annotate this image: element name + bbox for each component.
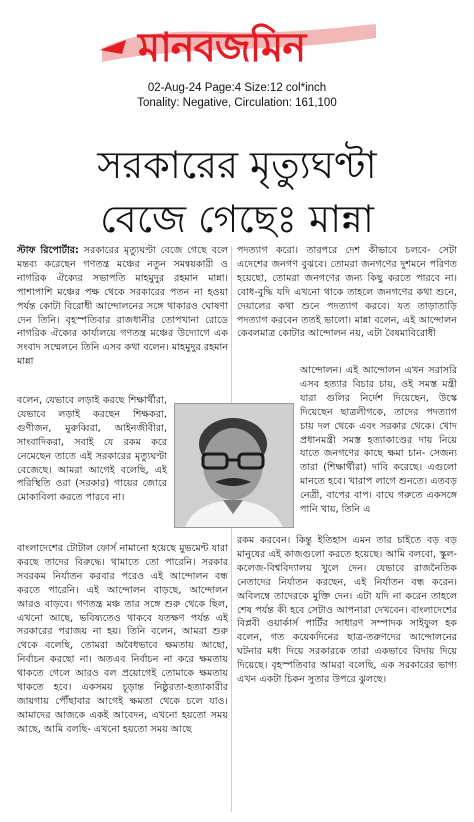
article-text-right-bottom: রকম করবেন। কিন্তু ইতিহাস এমন তার চাইতে বড় বড় মানুষের এই কাজগুলো করতে হয়েছে। আমি বলবো, স্কুল-কলেজ-বিশ্ববিদ্যালয় খুলে দেন। যেভাবে রাজনৈতিক নেতাদের নির্যাতন করছেন, এই নির্যাতন বন্ধ করেন। অবিলম্বে তাদেরকে মুক্তি দেন। এটা যদি না করেন তাহলে শেষ পর্যন্ত কী হবে সেটাও আপনারা দেখবেন। বাংলাদেশের বিপ্লবী ওয়ার্কার্স পার্টির সাধারণ সম্পাদক সাইফুল হক বলেন, গত কয়েকদিনের ছাত্র-তরুণদের আন্দোলনের ঘটনার মধ্য দিয়ে সরকারকে তারা একভাবে বিদায় দিয়ে দিয়েছে। বৃহস্পতিবার আমরা বলেছি, এক সরকারের ভাগ্য এখন একটা চিকন সুতার উপরে ঝুলছে। xyxy=(237,535,457,686)
logo-text: মানবজমিন xyxy=(138,24,306,71)
article-column-right-top xyxy=(237,244,457,364)
person-portrait-icon xyxy=(175,404,293,527)
article-text-left-wrap: বলেন, যেভাবে লড়াই করছে শিক্ষার্থীরা, যেভাবে লড়াই করছেন শিক্ষকরা, গুণীজন, মুরুব্বিরা, আইনজীবীরা, সাংবাদিকরা, সবাই যে রকম করে নেমেছেন তাতে এই সরকারের মৃত্যুঘণ্টা বেজেছে। আমরা আগেই বলেছি, এই পরিস্থিতি ওরা (সরকার) গায়ের জোরে মোকাবিলা করতে পারবে না। xyxy=(17,395,167,504)
headline-line1: সরকারের মৃত্যুঘণ্টা xyxy=(97,143,377,187)
masthead-logo xyxy=(100,4,380,76)
article-column-left-wrap xyxy=(17,394,167,542)
article-column-left-top xyxy=(17,244,228,394)
byline: স্টাফ রিপোর্টার: xyxy=(17,245,79,256)
article-column-left-bottom xyxy=(17,542,228,812)
headline-line2: বেজে গেছেঃ মান্না xyxy=(100,197,374,241)
article-text-left-bottom: বাংলাদেশের টোটাল ফোর্স নামানো হয়েছে মুভমেন্ট যারা করছে তাদের বিরুদ্ধে। থামাতে তো পারেনি। সরকার সবরকম নির্যাতন করবার পরেও এই আন্দোলন বন্ধ করতে পারেনি। এই আন্দোলন বাড়ছে, আন্দোলন আরও বাড়বে। গণতন্ত্র মঞ্চ তার সঙ্গে শুরু থেকে ছিল, এখনো আছে, ভবিষ্যতেও থাকবে যতক্ষণ পর্যন্ত এই সরকারের পরাজয় না হয়। তিনি বলেন, আমরা শুরু থেকে বলেছি, তোমরা অবৈধভাবে ক্ষমতায় আছো, নির্বাচন করছো না। অতএব নির্বাচন না করে ক্ষমতায় থাকতে গেলে আরও বল প্রয়োগেই তোমাকে ক্ষমতায় থাকতে হবে। একসময় চূড়ান্ত নিষ্ঠুরতা-হত্যাকারীর জায়গায় পৌঁছাবার আগেই ক্ষমতা থেকে চলে যাও। আমাদের আজকে একই আবেদন, এখনো হয়তো সময় আছে, আমি বলছি- এখনো হয়তো সময় আছে xyxy=(17,543,228,735)
clip-meta-line1: 02-Aug-24 Page:4 Size:12 col*inch xyxy=(147,82,327,94)
article-text-right-top: পদত্যাগ করো। তারপরে দেশ কীভাবে চলবে- সেটা এদেশের জনগণ বুঝবে। তোমরা জনগণের দুশমনে পরিণত হয়েছো, তোমরা জনগণের জন্য কিছু করতে পারবে না। বোধ-বুদ্ধি যদি এখনো থাকে তাহলে জনগণের কথা শুনে, দেয়ালের কথা শুনে পদত্যাগ করবে। যত তাড়াতাড়ি পদত্যাগ করবেন ততই ভালো। মান্না বলেন, এই আন্দোলন কেবলমাত্র কোটার আন্দোলন নয়, এটা বৈষম্যবিরোধী xyxy=(237,245,457,340)
article-column-right-bottom xyxy=(237,534,457,812)
column-divider xyxy=(231,246,232,812)
article-text-left-top: সরকারের মৃত্যুঘণ্টা বেজে গেছে বলে মন্তব্য করেছেন গণতন্ত্র মঞ্চের নতুন সমন্বয়কারী ও নাগরিক ঐক্যের সভাপতি মাহমুদুর রহমান মান্না। পাশাপাশি মঞ্চের পক্ষ থেকে সরকারের পতন না হওয়া পর্যন্ত কোটা বিরোধী আন্দোলনের সঙ্গে থাকারও ঘোষণা দেন তিনি। বৃহস্পতিবার রাজধানীর তোপখানা রোডে নাগরিক ঐক্যের কার্যালয়ে গণতন্ত্র মঞ্চের উদ্যোগে এক সংবাদ সম্মেলনে তিনি এসব কথা বলেন। মাহমুদুর রহমান মান্না xyxy=(17,245,228,368)
clip-meta-line2: Tonality: Negative, Circulation: 161,100 xyxy=(137,97,337,109)
article-column-right-wrap xyxy=(300,364,457,534)
portrait-photo xyxy=(174,403,294,528)
article-text-right-wrap: আন্দোলন। এই আন্দোলন এখন সরাসরি এসব হত্যার বিচার চায়, ওই সমস্ত মন্ত্রী যারা গুলির নির্দেশ দিয়েছেন, উস্কে দিয়েছেন ছাত্রলীগকে, তাদের পদত্যাগ চায় দল থেকে এবং সরকার থেকে। খোদ প্রধানমন্ত্রী সমস্ত হত্যাকাণ্ডের দায় নিয়ে যাতে জনগণের কাছে ক্ষমা চান- সেজন্য তারা (শিক্ষার্থীরা) দাবি করেছে। এগুলো মানতে হবে। খারাপ লাগে শুনতে। এতবড় নেত্রী, বাপের বাপ। বাঘে গরুতে একসঙ্গে পানি খায়, তিনি এ xyxy=(300,365,457,516)
